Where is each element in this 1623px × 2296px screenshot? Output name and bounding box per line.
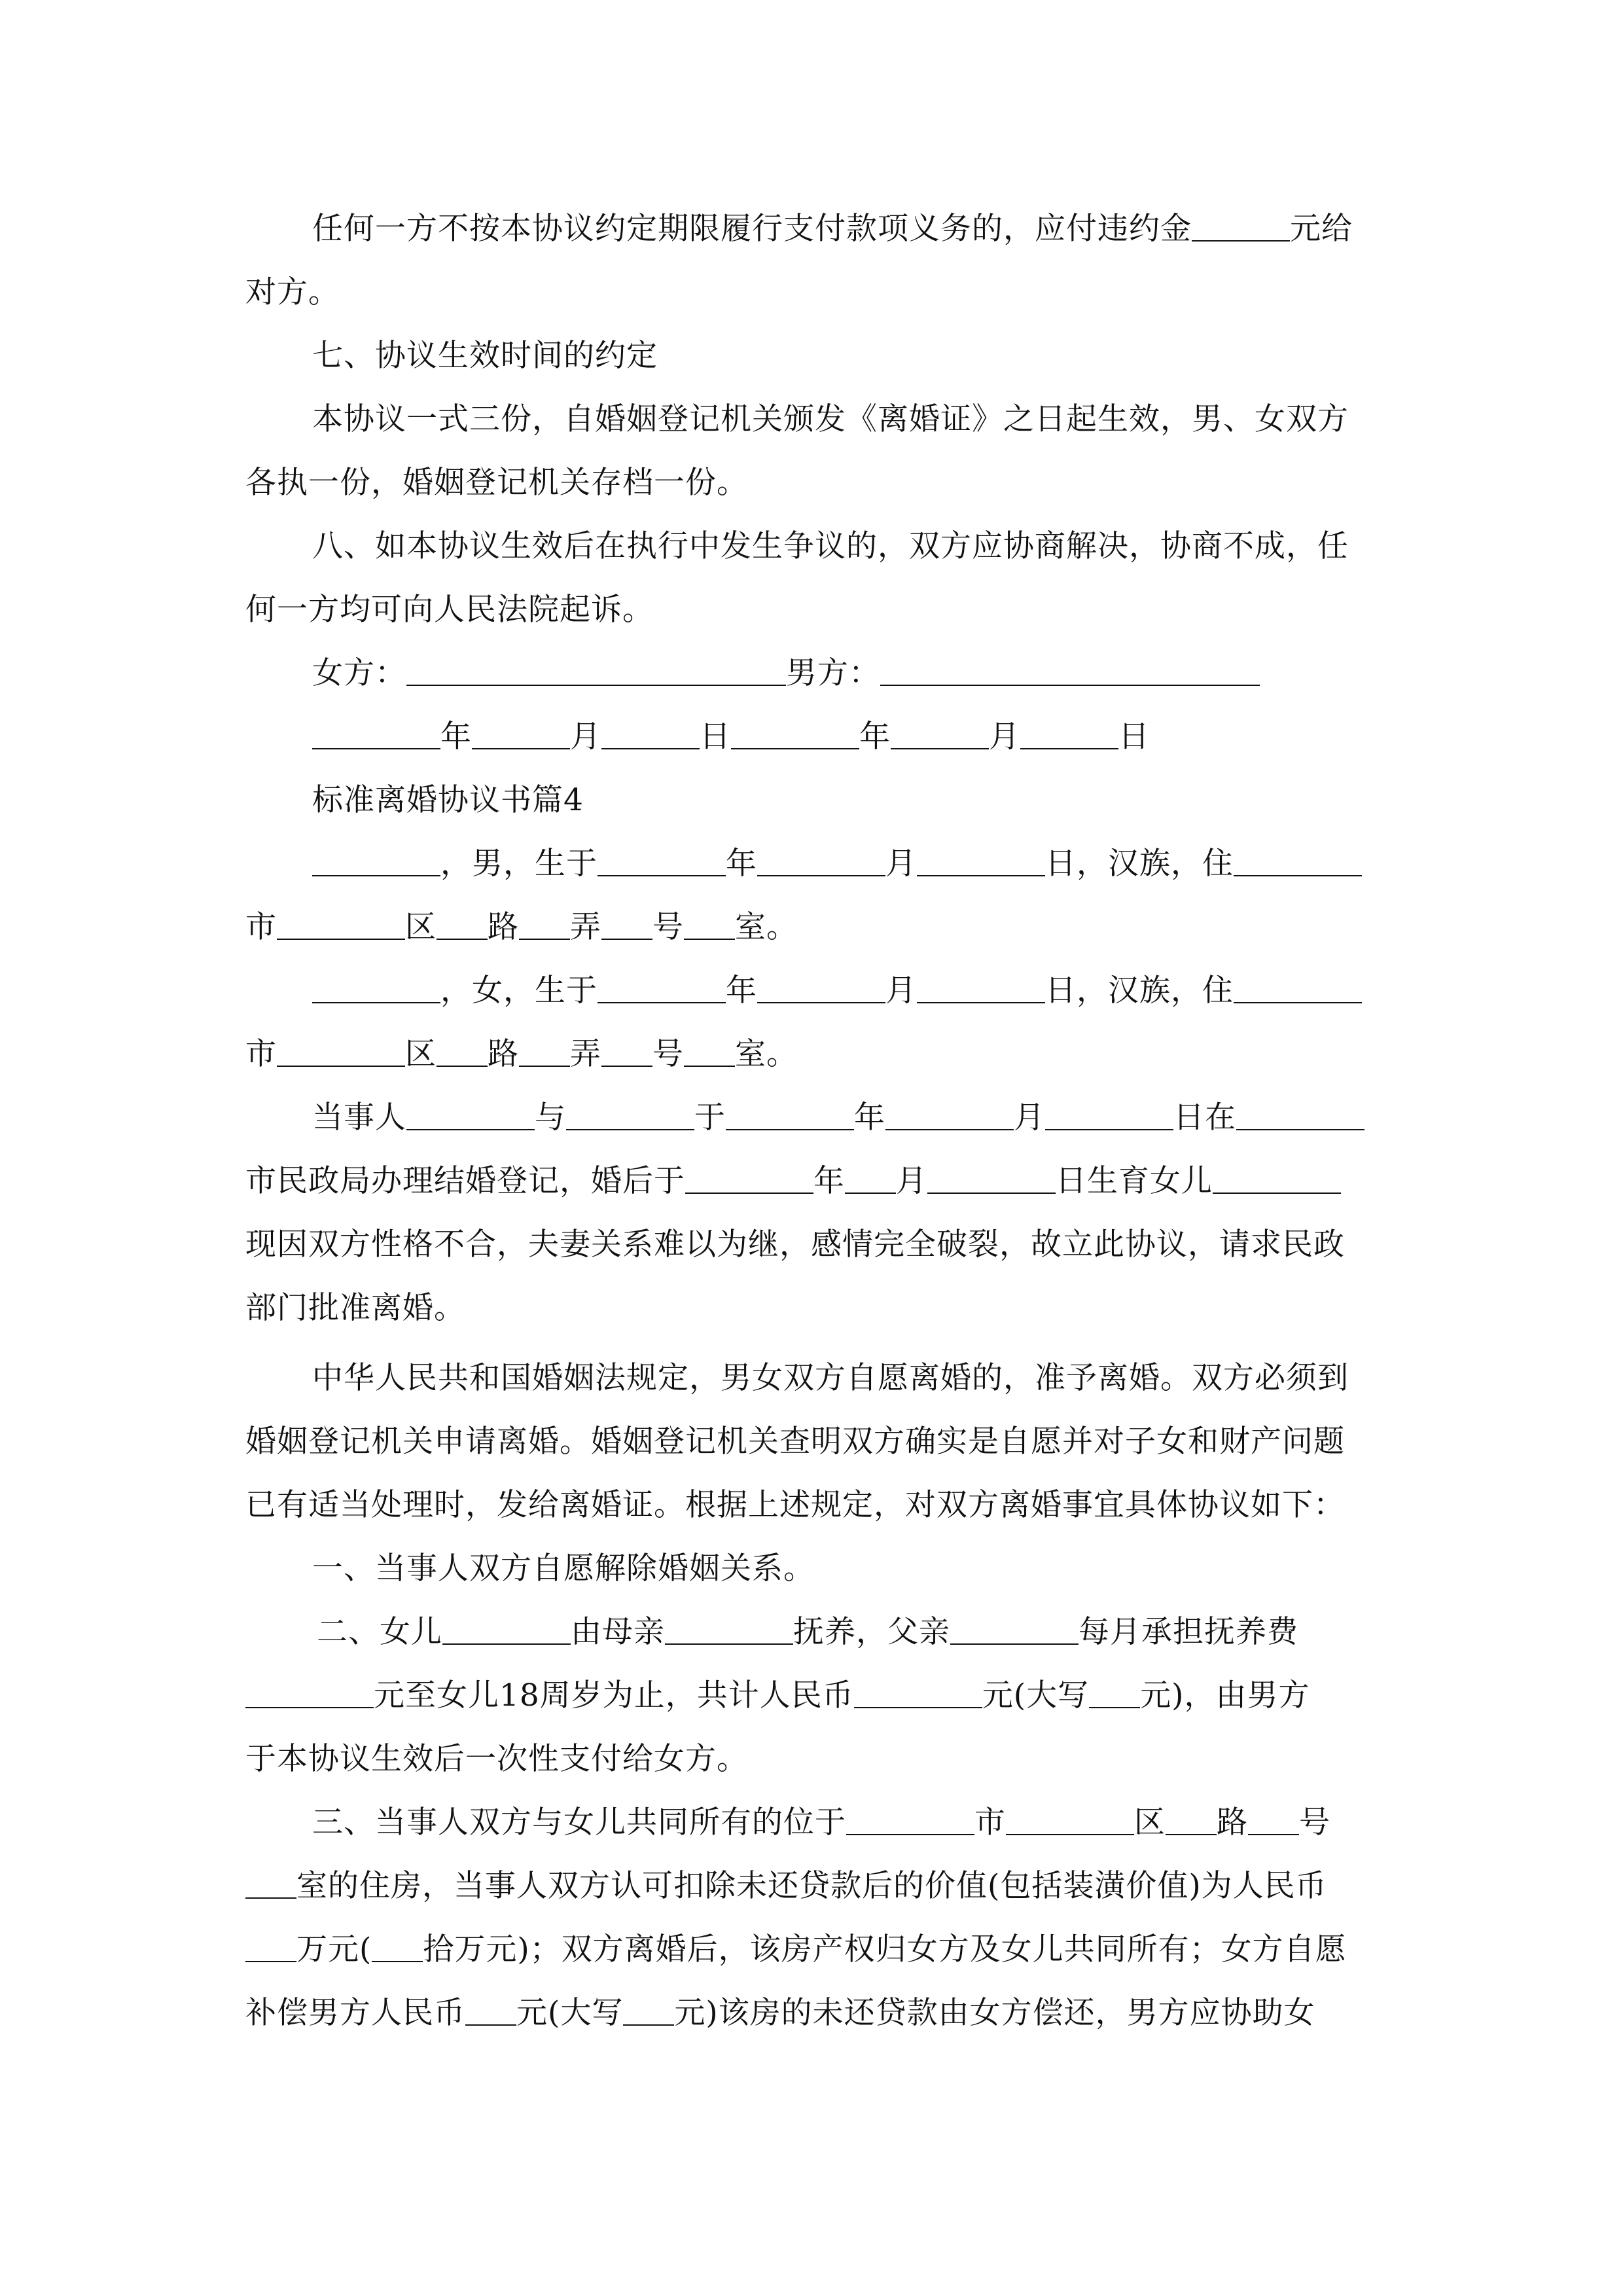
clause-3-line-4	[245, 1987, 1384, 2039]
blank	[597, 969, 726, 1003]
clause-3-line-2	[245, 1860, 1384, 1912]
text: 年	[859, 719, 891, 755]
text: 三、当事人双方与女儿共同所有的位于	[312, 1804, 846, 1840]
blank	[731, 715, 859, 749]
blank	[519, 906, 570, 940]
text: 区	[405, 909, 437, 945]
text: 室的住房，当事人双方认可扣除未还贷款后的价值(包括装潢价值)为人民币	[296, 1868, 1327, 1904]
text: 元(大写	[982, 1677, 1090, 1713]
marriage-paragraph-line-4	[245, 1282, 1384, 1335]
blank	[519, 1033, 570, 1067]
text: 万元(	[296, 1931, 372, 1967]
text: 部门批准离婚。	[245, 1290, 465, 1326]
text: 于	[694, 1100, 726, 1136]
female-label: 女方：	[312, 655, 406, 691]
blank	[312, 969, 440, 1003]
text: 日生育女儿	[1056, 1163, 1213, 1199]
text: 号	[652, 909, 684, 945]
text: 日，汉族，住	[1045, 973, 1234, 1009]
blank	[601, 1033, 652, 1067]
blank	[1236, 1096, 1364, 1130]
text: 由母亲	[571, 1614, 665, 1650]
text: 一、当事人双方自愿解除婚姻关系。	[312, 1551, 815, 1587]
law-paragraph-line-3	[245, 1479, 1384, 1532]
blank	[312, 715, 440, 749]
text: 月	[570, 719, 601, 755]
section-7-line-1	[312, 393, 1385, 446]
text: 当事人	[312, 1100, 406, 1136]
blank	[277, 906, 405, 940]
blank	[566, 1096, 694, 1130]
text: 市	[245, 909, 277, 945]
text: 路	[488, 1036, 519, 1072]
text: 弄	[570, 909, 601, 945]
blank	[1006, 1801, 1134, 1835]
text: 每月承担抚养费	[1079, 1614, 1298, 1650]
blank	[442, 1611, 571, 1645]
blank	[601, 906, 652, 940]
blank	[437, 906, 488, 940]
marriage-paragraph-line-3	[245, 1219, 1384, 1271]
blank	[245, 1928, 296, 1962]
text: 中华人民共和国婚姻法规定，男女双方自愿离婚的，准予离婚。双方必须到	[312, 1360, 1349, 1396]
male-party-line-2	[245, 901, 1384, 954]
text: 室。	[735, 909, 798, 945]
blank	[1045, 1096, 1173, 1130]
text: 月	[896, 1163, 927, 1199]
clause-3-line-1	[312, 1797, 1385, 1849]
text: 室。	[735, 1036, 798, 1072]
blank	[372, 1928, 423, 1962]
text: 月	[885, 846, 917, 882]
blank	[1248, 1801, 1299, 1835]
text: 弄	[570, 1036, 601, 1072]
signature-line	[312, 647, 1385, 700]
blank	[685, 1160, 813, 1194]
text: 日在	[1173, 1100, 1236, 1136]
blank	[726, 1096, 854, 1130]
text: 补偿男方人民币	[245, 1995, 465, 2031]
text: 已有适当处理时，发给离婚证。根据上述规定，对双方离婚事宜具体协议如下：	[245, 1487, 1345, 1523]
blank	[1089, 1674, 1140, 1708]
blank	[1234, 842, 1362, 876]
blank	[437, 1033, 488, 1067]
blank	[1234, 969, 1362, 1003]
text: 日，汉族，住	[1045, 846, 1234, 882]
blank	[1166, 1801, 1217, 1835]
blank	[917, 969, 1045, 1003]
law-paragraph-line-1	[312, 1352, 1385, 1405]
text: 婚姻登记机关申请离婚。婚姻登记机关查明双方确实是自愿并对子女和财产问题	[245, 1424, 1345, 1460]
blank	[597, 842, 726, 876]
text: 元)，由男方	[1140, 1677, 1310, 1713]
blank	[917, 842, 1045, 876]
blank	[465, 1992, 516, 2026]
text: 月	[885, 973, 917, 1009]
text: 年	[854, 1100, 885, 1136]
text: 月	[989, 719, 1020, 755]
text: 元(大写	[516, 1995, 624, 2031]
text: 对方。	[245, 274, 340, 310]
clause-3-line-3	[245, 1924, 1384, 1976]
clause-2-line-2	[245, 1670, 1384, 1722]
marriage-paragraph-line-1	[312, 1092, 1385, 1144]
text: 元)该房的未还贷款由女方偿还，男方应协助女	[674, 1995, 1315, 2031]
blank	[684, 906, 735, 940]
blank	[757, 842, 885, 876]
text: 号	[1299, 1804, 1330, 1840]
male-signature-blank	[880, 652, 1260, 686]
text: 抚养，父亲	[793, 1614, 950, 1650]
female-party-line-1	[312, 965, 1385, 1017]
blank	[245, 1865, 296, 1899]
clause-2-line-3	[245, 1733, 1384, 1785]
text: 区	[405, 1036, 437, 1072]
penalty-clause-line-1	[312, 203, 1385, 255]
text: 拾万元)；双方离婚后，该房产权归女方及女儿共同所有；女方自愿	[423, 1931, 1347, 1967]
male-label: 男方：	[786, 655, 880, 691]
marriage-paragraph-line-2	[245, 1155, 1384, 1208]
clause-1	[312, 1543, 1385, 1595]
text: 月	[1014, 1100, 1045, 1136]
text: 各执一份，婚姻登记机关存档一份。	[245, 465, 748, 501]
text: ，男，生于	[440, 846, 597, 882]
penalty-clause-line-2	[245, 266, 1384, 319]
signature-date-line	[312, 711, 1385, 763]
text: 区	[1134, 1804, 1166, 1840]
text: 现因双方性格不合，夫妻关系难以为继，感情完全破裂，故立此协议，请求民政	[245, 1227, 1345, 1263]
text: 七、协议生效时间的约定	[312, 338, 658, 374]
blank	[845, 1160, 896, 1194]
text: 号	[652, 1036, 684, 1072]
text: 年	[726, 846, 757, 882]
blank	[684, 1033, 735, 1067]
law-paragraph-line-2	[245, 1416, 1384, 1468]
text: 市	[974, 1804, 1006, 1840]
text: 市	[245, 1036, 277, 1072]
blank	[312, 842, 440, 876]
blank	[1192, 207, 1290, 242]
text: 年	[813, 1163, 845, 1199]
female-signature-blank	[406, 652, 786, 686]
blank	[927, 1160, 1056, 1194]
text: 标准离婚协议书篇4	[312, 782, 584, 818]
blank	[854, 1674, 982, 1708]
text: 日	[700, 719, 731, 755]
blank	[277, 1033, 405, 1067]
blank	[472, 715, 570, 749]
text: 本协议一式三份，自婚姻登记机关颁发《离婚证》之日起生效，男、女双方	[312, 401, 1349, 437]
text: 年	[726, 973, 757, 1009]
blank	[665, 1611, 793, 1645]
section-8-line-1	[312, 520, 1385, 573]
blank	[1213, 1160, 1341, 1194]
text: 二、女儿	[317, 1614, 442, 1650]
text: 元给	[1290, 211, 1353, 247]
blank	[601, 715, 700, 749]
text: 市民政局办理结婚登记，婚后于	[245, 1163, 685, 1199]
text: 于本协议生效后一次性支付给女方。	[245, 1741, 748, 1777]
blank	[1020, 715, 1118, 749]
clause-2-line-1	[317, 1606, 1385, 1659]
male-party-line-1	[312, 838, 1385, 890]
text: ，女，生于	[440, 973, 597, 1009]
female-party-line-2	[245, 1028, 1384, 1081]
section-7-line-2	[245, 457, 1384, 509]
text: 日	[1118, 719, 1150, 755]
blank	[406, 1096, 535, 1130]
blank	[846, 1801, 974, 1835]
text: 年	[440, 719, 472, 755]
section-heading	[312, 774, 1385, 827]
text: 与	[535, 1100, 566, 1136]
text: 路	[1217, 1804, 1248, 1840]
section-7-heading	[312, 330, 1385, 382]
blank	[245, 1674, 374, 1708]
text: 任何一方不按本协议约定期限履行支付款项义务的，应付违约金	[312, 211, 1192, 247]
text: 何一方均可向人民法院起诉。	[245, 592, 654, 628]
blank	[891, 715, 989, 749]
blank	[885, 1096, 1014, 1130]
section-8-line-2	[245, 584, 1384, 636]
text: 路	[488, 909, 519, 945]
blank	[757, 969, 885, 1003]
text: 元至女儿18周岁为止，共计人民币	[374, 1677, 854, 1713]
blank	[950, 1611, 1079, 1645]
text: 八、如本协议生效后在执行中发生争议的，双方应协商解决，协商不成，任	[312, 528, 1349, 564]
blank	[623, 1992, 674, 2026]
